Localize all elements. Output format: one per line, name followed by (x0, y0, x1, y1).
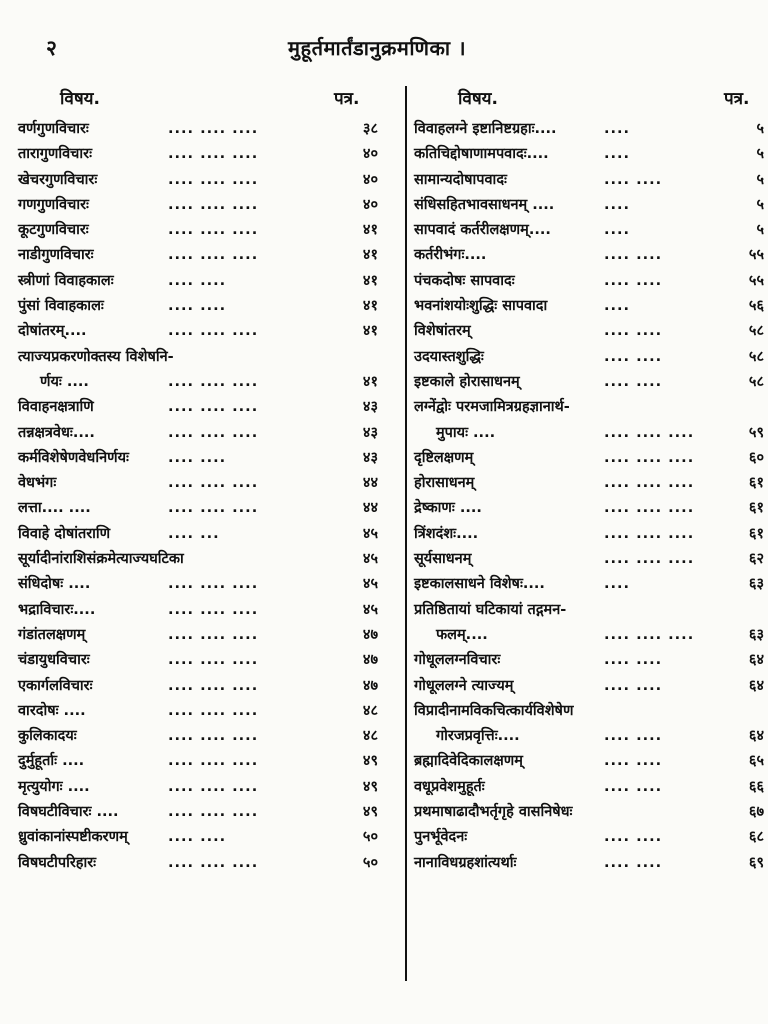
entry-leader-dots: .... .... (604, 753, 663, 770)
contents-entry (414, 825, 764, 850)
entry-title: गोरजप्रवृत्तिः.... (414, 724, 526, 749)
entry-page-number: ६३ (748, 626, 764, 643)
entry-title: होरासाधनम् (414, 471, 480, 496)
contents-entry (414, 421, 764, 446)
entry-title: त्याज्यप्रकरणोक्तस्य विशेषनि- (18, 345, 180, 370)
entry-leader-dots: .... .... .... (604, 551, 695, 568)
contents-entry (18, 117, 378, 142)
entry-page-number: ५८ (748, 373, 764, 390)
entry-page-number: ६१ (748, 500, 764, 517)
entry-leader-dots: .... .... .... (604, 626, 695, 643)
entry-page-number: ६१ (748, 525, 764, 542)
contents-entry (414, 294, 764, 319)
entry-leader-dots: .... .... .... (168, 196, 259, 213)
entry-page-number: ४० (362, 171, 378, 188)
entry-title: मुपायः .... (414, 421, 501, 446)
entry-title: वर्णगुणविचारः (18, 117, 95, 142)
entry-page-number: ६८ (748, 829, 764, 846)
entry-page-number: ४१ (362, 222, 378, 239)
entry-leader-dots: .... .... (168, 449, 227, 466)
entry-page-number: ६४ (748, 677, 764, 694)
contents-entry (414, 243, 764, 268)
entry-leader-dots: .... .... .... (168, 373, 259, 390)
entry-title: विवाहे दोषांतराणि (18, 522, 116, 547)
entry-leader-dots: .... .... (604, 854, 663, 871)
entry-title: र्णयः .... (18, 370, 95, 395)
contents-entry (414, 269, 764, 294)
entry-leader-dots: .... .... .... (168, 677, 259, 694)
entry-page-number: ६२ (748, 551, 764, 568)
contents-entry (414, 648, 764, 673)
entry-page-number: ४७ (362, 626, 378, 643)
entry-title: प्रतिष्ठितायां घटिकायां तद्गमन- (414, 598, 572, 623)
entry-title: गणगुणविचारः (18, 193, 95, 218)
contents-entry (18, 471, 378, 496)
contents-entry (414, 319, 764, 344)
entry-title: दुर्मुहूर्ताः .... (18, 749, 90, 774)
contents-entry (414, 724, 764, 749)
contents-entry (18, 421, 378, 446)
entry-page-number: ५५ (748, 247, 764, 264)
contents-entry (18, 522, 378, 547)
contents-entry (18, 345, 378, 370)
contents-entry (18, 395, 378, 420)
entry-title: संधिदोषः .... (18, 572, 96, 597)
entry-title: मृत्युयोगः .... (18, 775, 96, 800)
entry-title: इष्टकालसाधने विशेषः.... (414, 572, 551, 597)
contents-entry (414, 775, 764, 800)
entry-title: पुनर्भूवेदनः (414, 825, 473, 850)
entry-title: वारदोषः .... (18, 699, 92, 724)
entry-page-number: ४४ (362, 475, 378, 492)
entry-page-number: ६४ (748, 728, 764, 745)
entry-page-number: ६६ (748, 778, 764, 795)
entry-page-number: ४५ (362, 525, 378, 542)
entry-page-number: ४७ (362, 677, 378, 694)
page-title: मुहूर्तमार्तंडानुक्रमणिका । (288, 36, 467, 60)
entry-page-number: ४१ (362, 272, 378, 289)
contents-entry (18, 269, 378, 294)
contents-entry (18, 699, 378, 724)
entry-page-number: ४१ (362, 298, 378, 315)
entry-title: नानाविधग्रहशांत्यर्थाः (414, 851, 522, 876)
entry-title: गोधूललग्नविचारः (414, 648, 506, 673)
entry-title: ब्रह्मादिवेदिकालक्षणम् (414, 749, 529, 774)
entry-title: खेचरगुणविचारः (18, 168, 103, 193)
entry-leader-dots: .... .... (604, 323, 663, 340)
contents-entry (18, 370, 378, 395)
entry-page-number: ६५ (748, 753, 764, 770)
entry-title: दोषांतरम्.... (18, 319, 93, 344)
entry-title: नाडीगुणविचारः (18, 243, 100, 268)
left-contents-list (18, 117, 378, 876)
entry-leader-dots: .... .... .... (168, 146, 259, 163)
contents-entry (18, 446, 378, 471)
entry-title: विप्रादीनामविकचित्कार्यविशेषेण (414, 699, 579, 724)
contents-entry (18, 800, 378, 825)
entry-leader-dots: .... .... .... (604, 449, 695, 466)
entry-leader-dots: .... .... (168, 298, 227, 315)
contents-entry (414, 674, 764, 699)
contents-entry (414, 193, 764, 218)
entry-leader-dots: .... .... .... (168, 475, 259, 492)
entry-leader-dots: .... .... .... (168, 804, 259, 821)
entry-page-number: ४१ (362, 323, 378, 340)
entry-page-number: ४० (362, 146, 378, 163)
entry-title: कतिचिद्दोषाणामपवादः.... (414, 142, 555, 167)
contents-entry (18, 724, 378, 749)
entry-leader-dots: .... .... .... (168, 601, 259, 618)
contents-entry (414, 800, 764, 825)
entry-title: विवाहलग्ने इष्टानिष्टग्रहाः.... (414, 117, 563, 142)
entry-page-number: ४८ (362, 728, 378, 745)
contents-entry (414, 395, 764, 420)
entry-leader-dots: .... .... (604, 272, 663, 289)
contents-entry (18, 598, 378, 623)
entry-page-number: ६४ (748, 652, 764, 669)
entry-leader-dots: .... .... (168, 829, 227, 846)
entry-title: पंचकदोषः सापवादः (414, 269, 521, 294)
entry-title: इष्टकाले होरासाधनम् (414, 370, 526, 395)
entry-leader-dots: .... .... .... (168, 702, 259, 719)
entry-page-number: ४८ (362, 702, 378, 719)
contents-entry (414, 547, 764, 572)
entry-page-number: ४३ (362, 424, 378, 441)
entry-page-number: ५९ (748, 424, 764, 441)
entry-page-number: ५८ (748, 348, 764, 365)
contents-entry (414, 446, 764, 471)
entry-leader-dots: .... .... .... (168, 323, 259, 340)
entry-leader-dots: .... .... (604, 728, 663, 745)
entry-page-number: ६९ (748, 854, 764, 871)
entry-leader-dots: .... .... .... (604, 475, 695, 492)
contents-entry (18, 168, 378, 193)
entry-title: गंडांतलक्षणम् (18, 623, 91, 648)
entry-page-number: ४७ (362, 652, 378, 669)
entry-leader-dots: .... .... (604, 348, 663, 365)
entry-leader-dots: .... ... (168, 525, 220, 542)
contents-entry (414, 623, 764, 648)
entry-title: द्रेष्काणः .... (414, 496, 488, 521)
entry-leader-dots: .... .... .... (168, 424, 259, 441)
entry-title: गोधूललग्ने त्याज्यम् (414, 674, 519, 699)
contents-entry (18, 319, 378, 344)
contents-entry (18, 294, 378, 319)
entry-title: उदयास्तशुद्धिः (414, 345, 490, 370)
entry-title: भवनांशयोःशुद्धिः सापवादा (414, 294, 553, 319)
contents-entry (414, 496, 764, 521)
entry-page-number: ४३ (362, 399, 378, 416)
entry-page-number: ४१ (362, 247, 378, 264)
entry-title: फलम्.... (414, 623, 494, 648)
entry-leader-dots: .... (604, 146, 631, 163)
entry-leader-dots: .... .... .... (168, 778, 259, 795)
contents-entry (414, 522, 764, 547)
entry-page-number: ४९ (362, 778, 378, 795)
entry-leader-dots: .... (604, 222, 631, 239)
entry-title: ध्रुवांकानांस्पष्टीकरणम् (18, 825, 134, 850)
entry-leader-dots: .... .... .... (168, 854, 259, 871)
entry-title: कुलिकादयः (18, 724, 83, 749)
entry-page-number: ४० (362, 196, 378, 213)
column-divider (405, 86, 407, 981)
entry-title: सापवादं कर्तरीलक्षणम्.... (414, 218, 557, 243)
contents-entry (414, 142, 764, 167)
contents-entry (414, 749, 764, 774)
entry-leader-dots: .... .... (604, 778, 663, 795)
entry-leader-dots: .... .... .... (168, 728, 259, 745)
entry-page-number: ४१ (362, 373, 378, 390)
entry-leader-dots: .... .... (168, 272, 227, 289)
contents-entry (18, 193, 378, 218)
contents-entry (18, 775, 378, 800)
entry-leader-dots: .... .... .... (168, 171, 259, 188)
entry-page-number: ५० (362, 829, 378, 846)
entry-title: तन्नक्षत्रवेधः.... (18, 421, 101, 446)
left-page-heading: पत्र. (334, 89, 360, 109)
entry-title: लग्नेंद्वोः परमजामित्रग्रहज्ञानार्थ- (414, 395, 576, 420)
contents-entry (18, 496, 378, 521)
contents-entry (414, 345, 764, 370)
entry-leader-dots: .... .... (604, 677, 663, 694)
contents-entry (18, 749, 378, 774)
entry-page-number: ५ (756, 171, 764, 188)
entry-title: तारागुणविचारः (18, 142, 98, 167)
entry-title: विवाहनक्षत्राणि (18, 395, 100, 420)
entry-title: सूर्यादीनांराशिसंक्रमेत्याज्यघटिका (18, 547, 190, 572)
entry-page-number: ५० (362, 854, 378, 871)
entry-leader-dots: .... .... .... (604, 500, 695, 517)
entry-page-number: ५ (756, 222, 764, 239)
entry-page-number: ५५ (748, 272, 764, 289)
entry-page-number: ६० (748, 449, 764, 466)
entry-leader-dots: .... .... .... (168, 222, 259, 239)
page-number: २ (46, 36, 57, 60)
entry-page-number: ४५ (362, 551, 378, 568)
entry-title: विषघटीपरिहारः (18, 851, 102, 876)
contents-entry (18, 851, 378, 876)
entry-leader-dots: .... .... .... (168, 399, 259, 416)
entry-title: वधूप्रवेशमुहूर्तः (414, 775, 491, 800)
entry-page-number: ५६ (748, 298, 764, 315)
contents-entry (414, 370, 764, 395)
entry-title: एकार्गलविचारः (18, 674, 99, 699)
entry-page-number: ५ (756, 121, 764, 137)
entry-page-number: ३८ (362, 121, 378, 137)
entry-leader-dots: .... .... (604, 652, 663, 669)
entry-leader-dots: .... .... .... (168, 576, 259, 593)
entry-leader-dots: .... .... .... (168, 652, 259, 669)
right-page-heading: पत्र. (724, 89, 750, 109)
entry-leader-dots: .... (604, 576, 631, 593)
entry-title: कूटगुणविचारः (18, 218, 95, 243)
contents-entry (414, 471, 764, 496)
entry-title: सामान्यदोषापवादः (414, 168, 513, 193)
entry-leader-dots: .... .... (604, 171, 663, 188)
entry-leader-dots: .... (604, 298, 631, 315)
entry-title: पुंसां विवाहकालः (18, 294, 110, 319)
contents-entry (414, 218, 764, 243)
entry-title: विशेषांतरम् (414, 319, 477, 344)
contents-entry (414, 699, 764, 724)
entry-page-number: ४५ (362, 601, 378, 618)
entry-title: भद्राविचारः.... (18, 598, 101, 623)
contents-entry (18, 623, 378, 648)
right-subject-heading: विषय. (458, 89, 498, 109)
entry-title: विषघटीविचारः .... (18, 800, 125, 825)
contents-entry (414, 851, 764, 876)
entry-title: प्रथमाषाढादौभर्तृगृहे वासनिषेधः (414, 800, 578, 825)
contents-entry (18, 825, 378, 850)
entry-page-number: ५ (756, 146, 764, 163)
entry-page-number: ४४ (362, 500, 378, 517)
contents-entry (18, 243, 378, 268)
entry-leader-dots: .... (604, 196, 631, 213)
entry-page-number: ६३ (748, 576, 764, 593)
entry-leader-dots: .... .... .... (604, 424, 695, 441)
contents-entry (18, 674, 378, 699)
entry-leader-dots: .... .... (604, 829, 663, 846)
entry-page-number: ५८ (748, 323, 764, 340)
entry-page-number: ४९ (362, 753, 378, 770)
contents-entry (18, 547, 378, 572)
right-contents-list (414, 117, 764, 876)
entry-title: कर्तरीभंगः.... (414, 243, 492, 268)
entry-leader-dots: .... .... .... (168, 500, 259, 517)
entry-page-number: ६७ (748, 804, 764, 821)
entry-title: स्त्रीणां विवाहकालः (18, 269, 120, 294)
entry-leader-dots: .... .... .... (168, 121, 259, 137)
left-subject-heading: विषय. (60, 89, 100, 109)
entry-title: वेधभंगः (18, 471, 62, 496)
entry-page-number: ६१ (748, 475, 764, 492)
entry-leader-dots: .... (604, 121, 631, 137)
contents-entry (18, 648, 378, 673)
entry-title: दृष्टिलक्षणम् (414, 446, 479, 471)
entry-title: सूर्यसाधनम् (414, 547, 477, 572)
entry-title: कर्मविशेषेणवेधनिर्णयः (18, 446, 135, 471)
entry-page-number: ४५ (362, 576, 378, 593)
entry-title: त्रिंशदंशः.... (414, 522, 484, 547)
entry-leader-dots: .... .... .... (168, 626, 259, 643)
entry-leader-dots: .... .... .... (168, 753, 259, 770)
entry-title: संधिसहितभावसाधनम् .... (414, 193, 560, 218)
entry-leader-dots: .... .... (604, 247, 663, 264)
entry-page-number: ५ (756, 196, 764, 213)
contents-entry (18, 142, 378, 167)
entry-title: लत्ता.... .... (18, 496, 97, 521)
contents-entry (414, 117, 764, 142)
entry-leader-dots: .... .... (604, 373, 663, 390)
contents-entry (18, 218, 378, 243)
contents-entry (18, 572, 378, 597)
entry-page-number: ४३ (362, 449, 378, 466)
entry-page-number: ४९ (362, 804, 378, 821)
contents-entry (414, 572, 764, 597)
entry-leader-dots: .... .... .... (168, 247, 259, 264)
entry-leader-dots: .... .... .... (604, 525, 695, 542)
contents-entry (414, 598, 764, 623)
entry-title: चंडायुधविचारः (18, 648, 96, 673)
contents-entry (414, 168, 764, 193)
